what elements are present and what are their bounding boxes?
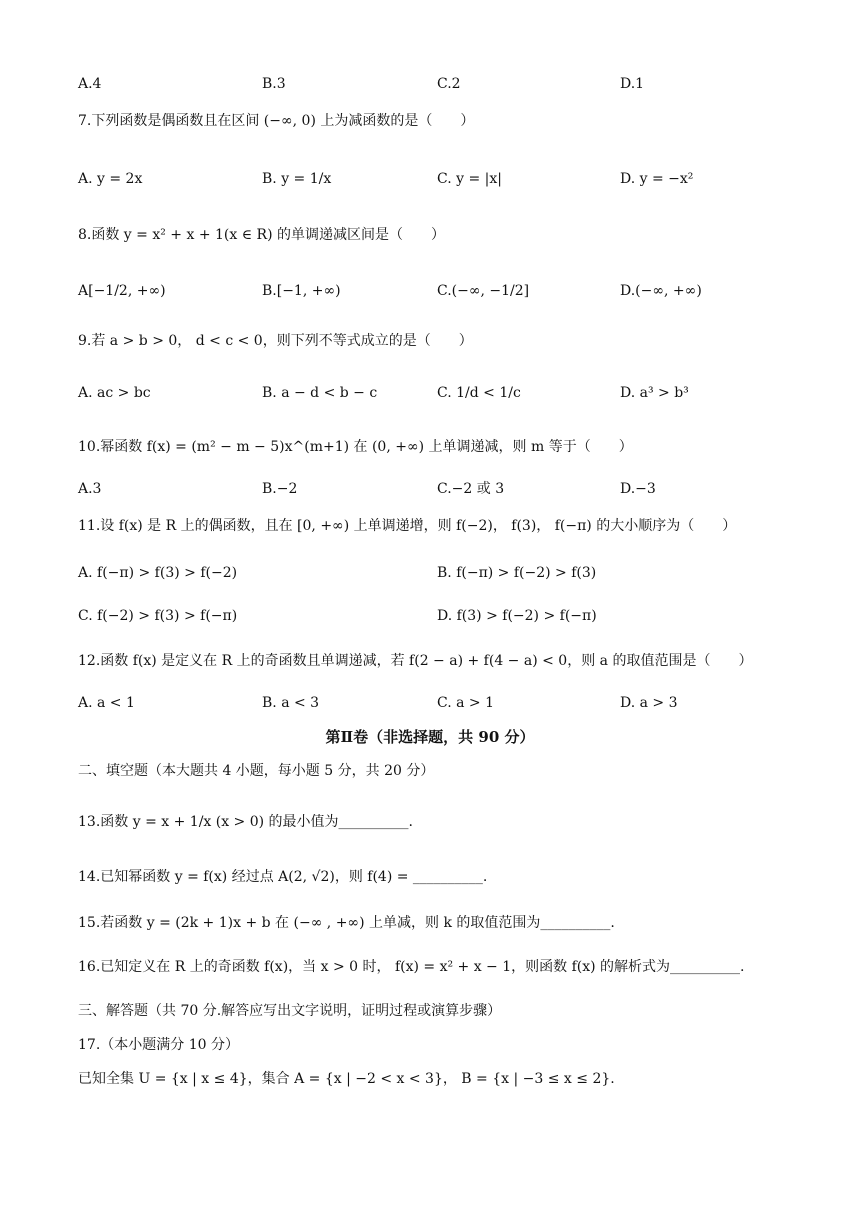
solve-section-header: 三、解答题（共 70 分.解答应写出文字说明，证明过程或演算步骤）: [78, 1003, 502, 1019]
q6-option-b: B.3: [262, 76, 286, 92]
q7-option-a: A. y = 2x: [78, 171, 143, 187]
q10-option-a: A.3: [78, 481, 102, 497]
fill-in-section-header: 二、填空题（本大题共 4 小题，每小题 5 分，共 20 分）: [78, 763, 435, 779]
q6-option-d: D.1: [620, 76, 645, 92]
q7-option-b: B. y = 1/x: [262, 171, 332, 187]
q6-option-a: A.4: [78, 76, 102, 92]
q9-stem: 9.若 a > b > 0， d < c < 0，则下列不等式成立的是（ ）: [78, 333, 473, 349]
q9-option-b: B. a − d < b − c: [262, 385, 378, 401]
q10-stem: 10.幂函数 f(x) = (m² − m − 5)x^(m+1) 在 (0, +∞) 上单调递减，则 m 等于（ ）: [78, 439, 633, 455]
q8-stem: 8.函数 y = x² + x + 1(x ∈ R) 的单调递减区间是（ ）: [78, 227, 445, 243]
q7-option-d: D. y = −x²: [620, 171, 694, 187]
q11-option-b: B. f(−π) > f(−2) > f(3): [437, 565, 597, 581]
q8-option-b: B.[−1, +∞): [262, 283, 341, 299]
q12-option-d: D. a > 3: [620, 695, 678, 711]
q9-option-d: D. a³ > b³: [620, 385, 689, 401]
q14: 14.已知幂函数 y = f(x) 经过点 A(2, √2)，则 f(4) = __________.: [78, 869, 488, 885]
q11-option-d: D. f(3) > f(−2) > f(−π): [437, 608, 597, 624]
q13: 13.函数 y = x + 1/x (x > 0) 的最小值为__________.: [78, 814, 414, 830]
q7-stem: 7.下列函数是偶函数且在区间 (−∞, 0) 上为减函数的是（ ）: [78, 113, 475, 129]
q15: 15.若函数 y = (2k + 1)x + b 在 (−∞ , +∞) 上单减，则 k 的取值范围为__________.: [78, 915, 615, 931]
q12-option-b: B. a < 3: [262, 695, 320, 711]
q10-option-d: D.−3: [620, 481, 656, 497]
q8-option-c: C.(−∞, −1/2]: [437, 283, 530, 299]
part2-title: 第Ⅱ卷（非选择题，共 90 分）: [325, 728, 535, 746]
q12-option-a: A. a < 1: [78, 695, 135, 711]
q12-option-c: C. a > 1: [437, 695, 494, 711]
q9-option-a: A. ac > bc: [78, 385, 151, 401]
q12-stem: 12.函数 f(x) 是定义在 R 上的奇函数且单调递减，若 f(2 − a) + f(4 − a) < 0，则 a 的取值范围是（ ）: [78, 653, 753, 669]
q10-option-b: B.−2: [262, 481, 298, 497]
q17-title: 17.（本小题满分 10 分）: [78, 1037, 239, 1053]
q8-option-d: D.(−∞, +∞): [620, 283, 702, 299]
q11-option-a: A. f(−π) > f(3) > f(−2): [78, 565, 238, 581]
q16: 16.已知定义在 R 上的奇函数 f(x)，当 x > 0 时， f(x) = x² + x − 1，则函数 f(x) 的解析式为__________.: [78, 959, 745, 975]
q11-stem: 11.设 f(x) 是 R 上的偶函数，且在 [0, +∞) 上单调递增，则 f(−2)， f(3)， f(−π) 的大小顺序为（ ）: [78, 518, 737, 534]
q11-option-c: C. f(−2) > f(3) > f(−π): [78, 608, 238, 624]
q9-option-c: C. 1/d < 1/c: [437, 385, 521, 401]
q6-option-c: C.2: [437, 76, 461, 92]
q17-body: 已知全集 U = {x | x ≤ 4}，集合 A = {x | −2 < x < 3}， B = {x | −3 ≤ x ≤ 2}.: [78, 1071, 615, 1087]
q10-option-c: C.−2 或 3: [437, 481, 505, 497]
q8-option-a: A[−1/2, +∞): [78, 283, 166, 299]
q7-option-c: C. y = |x|: [437, 171, 502, 187]
